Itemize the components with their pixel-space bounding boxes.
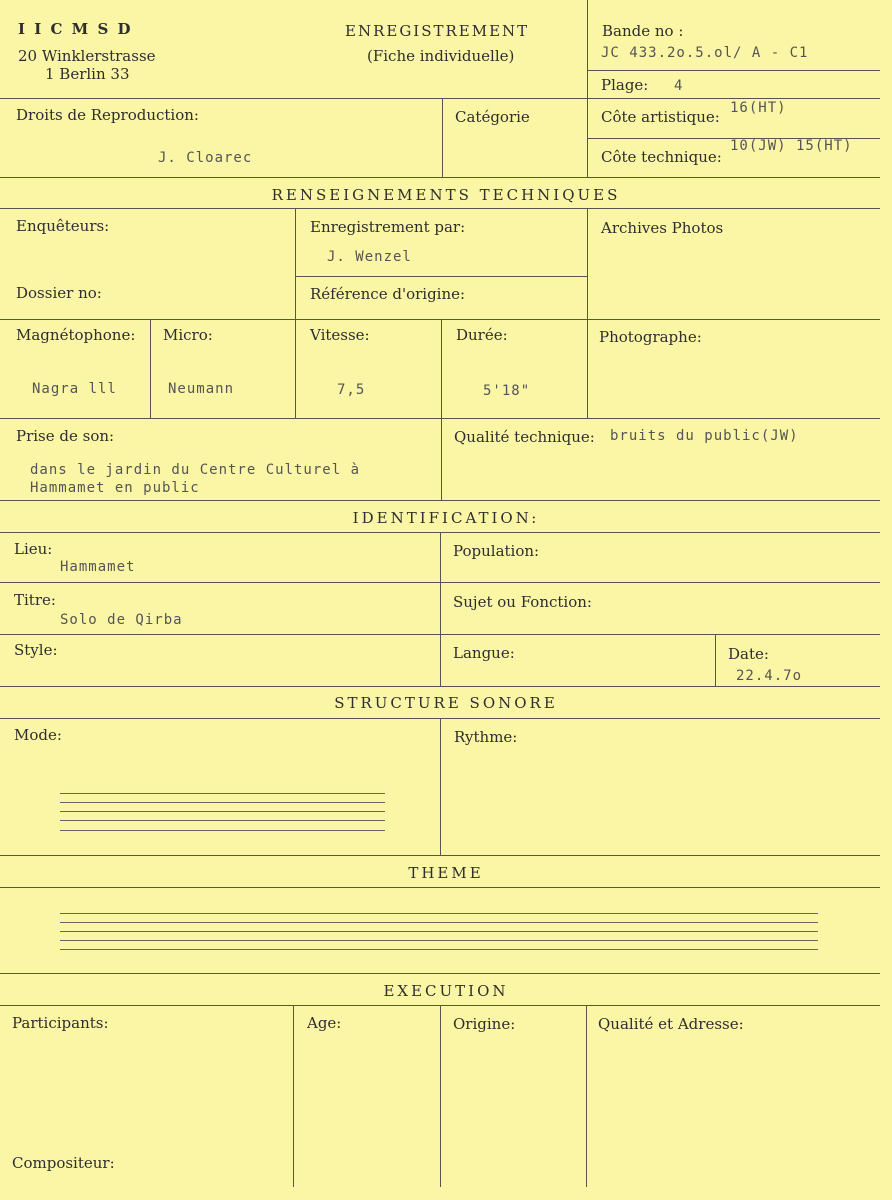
duree-label: Durée: [456, 326, 508, 344]
rule-rights-bottom [0, 177, 880, 178]
compositeur-label: Compositeur: [12, 1154, 115, 1172]
plage-value: 4 [674, 78, 684, 94]
rule-categorie-left [442, 98, 443, 178]
cote-artistique-label: Côte artistique: [601, 108, 720, 126]
rule-ident-top [0, 500, 880, 501]
rule-origine-left [440, 1005, 441, 1187]
rule-age-left [293, 1005, 294, 1187]
age-label: Age: [307, 1014, 342, 1032]
sujet-label: Sujet ou Fonction: [453, 593, 592, 611]
lieu-value: Hammamet [60, 559, 136, 575]
address-street: 20 Winklerstrasse [18, 47, 156, 65]
langue-label: Langue: [453, 644, 515, 662]
cote-technique-label: Côte technique: [601, 148, 722, 166]
rule-exec-top [0, 973, 880, 974]
exec-section-title: EXECUTION [383, 982, 509, 1000]
theme-staff-line [60, 949, 818, 950]
qualite-technique-label: Qualité technique: [454, 428, 595, 446]
plage-label: Plage: [601, 76, 649, 94]
theme-staff-line [60, 922, 818, 923]
magnetophone-label: Magnétophone: [16, 326, 136, 344]
lieu-label: Lieu: [14, 540, 53, 558]
mode-label: Mode: [14, 726, 62, 744]
rule-bande-plage [587, 70, 880, 71]
qualite-adresse-label: Qualité et Adresse: [598, 1015, 744, 1033]
rule-style-top [0, 634, 880, 635]
form-title: ENREGISTREMENT [345, 22, 530, 40]
prise-value-line2: Hammamet en public [30, 480, 200, 496]
rythme-label: Rythme: [454, 728, 518, 746]
bande-value: JC 433.2o.5.ol/ A - C1 [601, 45, 809, 61]
rule-titre-top [0, 582, 880, 583]
rule-ref-top [295, 276, 587, 277]
rule-date-left [715, 634, 716, 687]
mode-staff-line [60, 811, 385, 812]
bande-label: Bande no : [602, 22, 684, 40]
vitesse-value: 7,5 [337, 382, 366, 398]
micro-label: Micro: [163, 326, 213, 344]
theme-staff-line [60, 931, 818, 932]
tech-section-title: RENSEIGNEMENTS TECHNIQUES [271, 186, 621, 204]
mode-staff-line [60, 820, 385, 821]
dossier-label: Dossier no: [16, 284, 102, 302]
theme-section-title: THEME [408, 864, 484, 882]
rule-theme-title-bottom [0, 887, 880, 888]
institute-name: I I C M S D [18, 20, 133, 38]
magnetophone-value: Nagra lll [32, 381, 117, 397]
reference-label: Référence d'origine: [310, 285, 466, 303]
rule-duree-left [441, 319, 442, 500]
rule-ident-mid [440, 532, 441, 687]
mode-staff-line [60, 802, 385, 803]
vitesse-label: Vitesse: [310, 326, 370, 344]
rule-micro-left [150, 319, 151, 418]
rule-header-right [587, 0, 588, 178]
participants-label: Participants: [12, 1014, 109, 1032]
droits-value: J. Cloarec [158, 150, 253, 166]
rule-rythme-left [440, 718, 441, 856]
rule-tech-col2 [587, 208, 588, 418]
theme-staff-line [60, 913, 818, 914]
qualite-technique-value: bruits du public(JW) [610, 428, 799, 444]
duree-value: 5'18" [483, 383, 531, 399]
titre-value: Solo de Qirba [60, 612, 183, 628]
photographe-label: Photographe: [599, 328, 702, 346]
population-label: Population: [453, 542, 540, 560]
archives-label: Archives Photos [601, 219, 724, 237]
rule-prise-top [0, 418, 880, 419]
style-label: Style: [14, 641, 58, 659]
droits-label: Droits de Reproduction: [16, 106, 199, 124]
date-label: Date: [728, 645, 769, 663]
titre-label: Titre: [14, 591, 56, 609]
rule-theme-top [0, 855, 880, 856]
cote-technique-value: 10(JW) 15(HT) [730, 138, 853, 154]
rule-magneto-top [0, 319, 880, 320]
rule-tech-col1 [295, 208, 296, 418]
ident-section-title: IDENTIFICATION: [352, 509, 540, 527]
theme-staff-line [60, 940, 818, 941]
structure-section-title: STRUCTURE SONORE [334, 694, 558, 712]
enqueteurs-label: Enquêteurs: [16, 217, 110, 235]
form-subtitle: (Fiche individuelle) [367, 47, 515, 65]
enregistrement-par-label: Enregistrement par: [310, 218, 466, 236]
rule-qualite-left [586, 1005, 587, 1187]
categorie-label: Catégorie [455, 108, 530, 126]
mode-staff-line [60, 830, 385, 831]
rule-header-bottom [0, 98, 880, 99]
address-city: 1 Berlin 33 [45, 65, 130, 83]
cote-artistique-value: 16(HT) [730, 100, 787, 116]
rule-tech-title-bottom [0, 208, 880, 209]
origine-label: Origine: [453, 1015, 516, 1033]
mode-staff-line [60, 793, 385, 794]
date-value: 22.4.7o [736, 668, 803, 684]
enregistrement-par-value: J. Wenzel [327, 249, 412, 265]
prise-label: Prise de son: [16, 427, 115, 445]
prise-value-line1: dans le jardin du Centre Culturel à [30, 462, 361, 478]
rule-structure-top [0, 686, 880, 687]
micro-value: Neumann [168, 381, 235, 397]
